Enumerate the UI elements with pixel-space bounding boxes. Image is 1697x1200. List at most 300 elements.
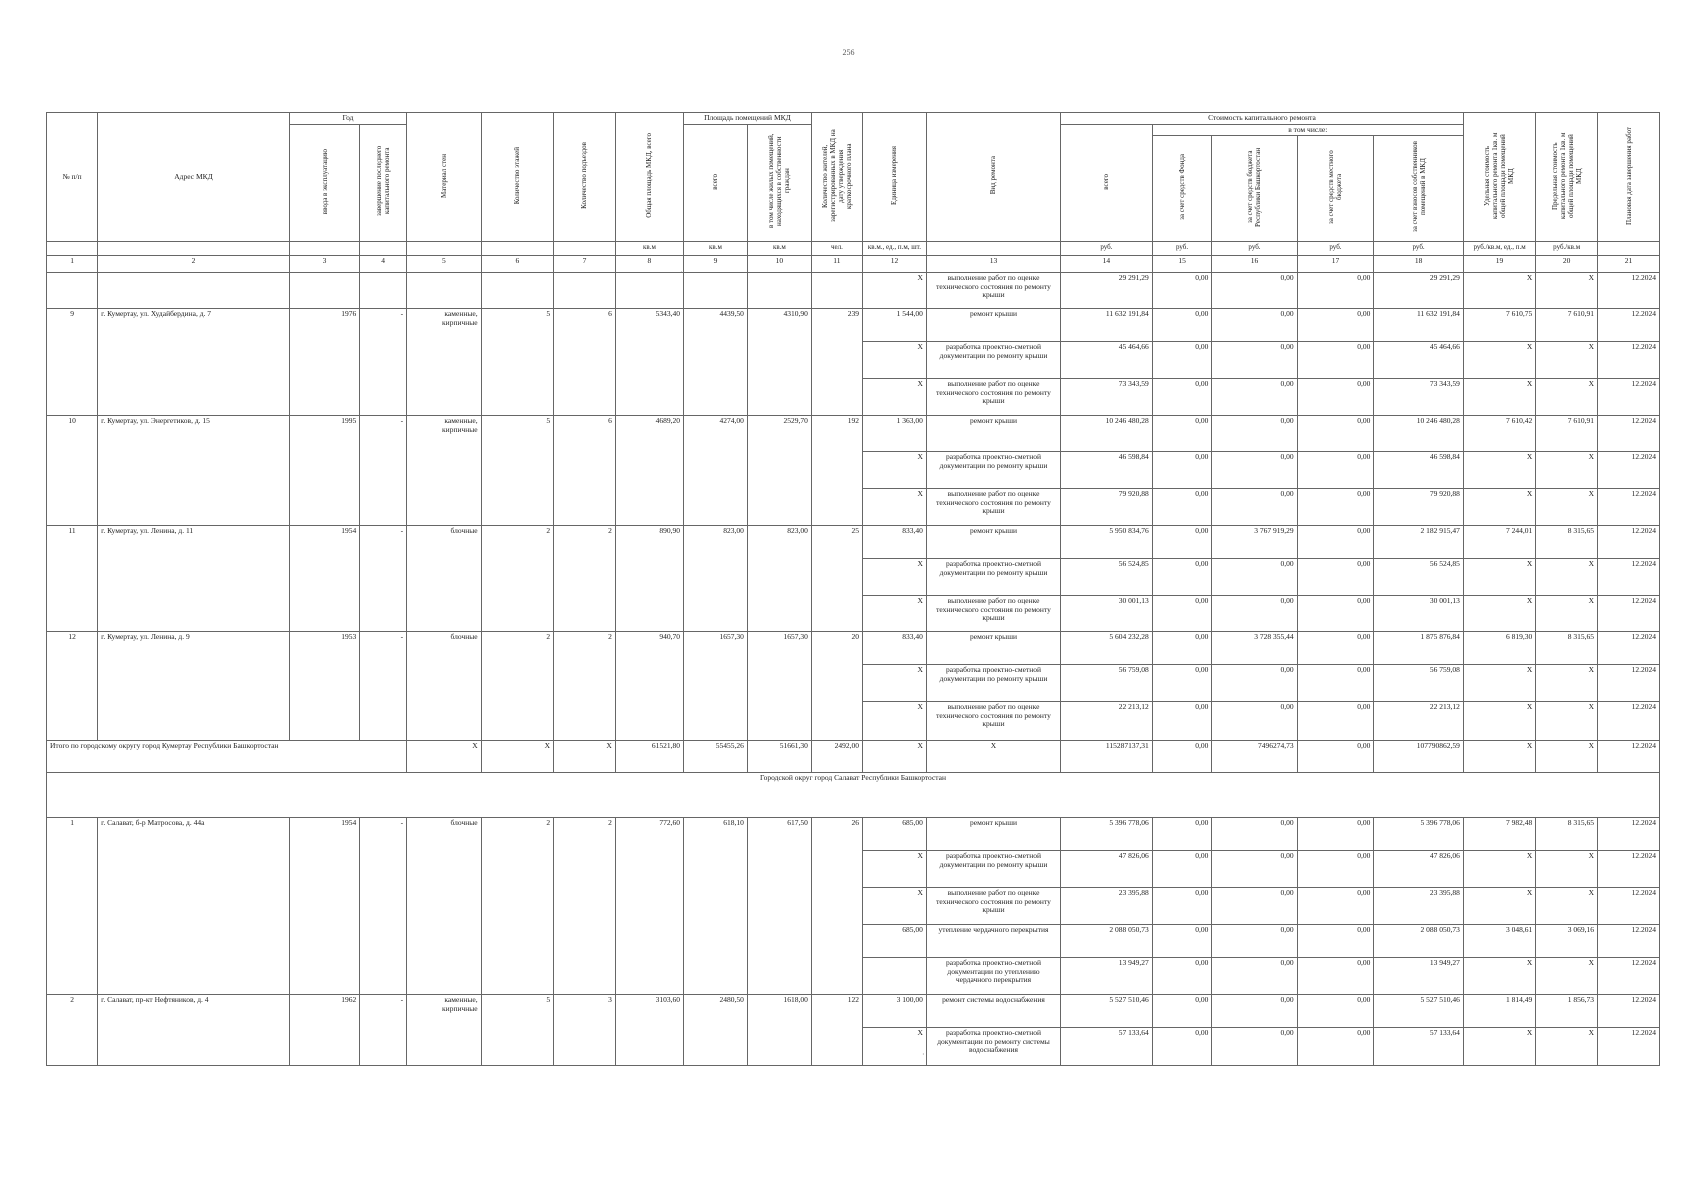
last-repair-cell: - xyxy=(360,415,407,525)
unit-cell: 1 544,00 xyxy=(862,308,926,341)
cost-total-cell: 22 213,12 xyxy=(1061,701,1153,740)
cost-owners-cell: 57 133,64 xyxy=(1374,1027,1464,1065)
limit-cost-cell: X xyxy=(1536,378,1598,415)
column-index-cell: 17 xyxy=(1297,255,1374,272)
house-number-cell: 10 xyxy=(47,415,98,525)
cost-rb-cell: 3 767 919,29 xyxy=(1212,525,1297,558)
specific-cost-cell: 6 819,30 xyxy=(1463,631,1535,664)
work-type-cell: выполнение работ по оценке технического состояния по ремонту крыши xyxy=(926,887,1060,924)
limit-cost-cell: 8 315,65 xyxy=(1536,631,1598,664)
planned-date-cell: 12.2024 xyxy=(1598,957,1660,994)
planned-date-cell: 12.2024 xyxy=(1598,451,1660,488)
cost-local-cell: 0,00 xyxy=(1297,924,1374,957)
cost-fund-cell: 0,00 xyxy=(1152,740,1212,772)
cost-fund-cell: 0,00 xyxy=(1152,887,1212,924)
year-built-cell: 1962 xyxy=(289,994,359,1065)
column-index-cell: 16 xyxy=(1212,255,1297,272)
column-index-cell: 14 xyxy=(1061,255,1153,272)
house-address-cell: г. Кумертау, ул. Худайбердина, д. 7 xyxy=(98,308,290,415)
floors-cell: 2 xyxy=(481,525,553,631)
cost-total-cell: 13 949,27 xyxy=(1061,957,1153,994)
cost-owners-cell: 22 213,12 xyxy=(1374,701,1464,740)
column-index-cell: 4 xyxy=(360,255,407,272)
header-fund: за счет средств Фонда xyxy=(1152,136,1212,242)
empty-cell xyxy=(407,272,482,308)
work-type-cell: ремонт крыши xyxy=(926,631,1060,664)
header-unit: Единица измерения xyxy=(862,113,926,242)
cost-rb-cell: 0,00 xyxy=(1212,924,1297,957)
cost-local-cell: 0,00 xyxy=(1297,415,1374,451)
cost-local-cell: 0,00 xyxy=(1297,850,1374,887)
floors-cell: 5 xyxy=(481,994,553,1065)
work-type-cell: ремонт системы водоснабжения xyxy=(926,994,1060,1027)
planned-date-cell: 12.2024 xyxy=(1598,308,1660,341)
cost-rb-cell: 0,00 xyxy=(1212,994,1297,1027)
header-area-residential: в том числе жилых помещений, находящихся в собственности граждан xyxy=(747,124,811,241)
header-num: № п/п xyxy=(47,113,98,242)
header-entrances: Количество подъездов xyxy=(554,113,616,242)
cost-owners-cell: 23 395,88 xyxy=(1374,887,1464,924)
cost-total-cell: 29 291,29 xyxy=(1061,272,1153,308)
cost-local-cell: 0,00 xyxy=(1297,994,1374,1027)
limit-cost-cell: 3 069,16 xyxy=(1536,924,1598,957)
cost-total-cell: 115287137,31 xyxy=(1061,740,1153,772)
header-year-group: Год xyxy=(289,113,406,125)
header-floors: Количество этажей xyxy=(481,113,553,242)
planned-date-cell: 12.2024 xyxy=(1598,664,1660,701)
cost-rb-cell: 3 728 355,44 xyxy=(1212,631,1297,664)
work-type-cell: ремонт крыши xyxy=(926,525,1060,558)
table-row xyxy=(47,415,1660,451)
area-total-cell: 2480,50 xyxy=(684,994,748,1065)
specific-cost-cell: X xyxy=(1463,595,1535,631)
specific-cost-cell: X xyxy=(1463,1027,1535,1065)
last-repair-cell: - xyxy=(360,631,407,740)
table-row xyxy=(47,994,1660,1027)
cost-rb-cell: 0,00 xyxy=(1212,558,1297,595)
cost-owners-cell: 10 246 480,28 xyxy=(1374,415,1464,451)
header-incl: в том числе: xyxy=(1152,124,1463,136)
work-type-cell: разработка проектно-сметной документации по ремонту крыши xyxy=(926,850,1060,887)
column-index-cell: 8 xyxy=(615,255,683,272)
area-total-cell: 1657,30 xyxy=(684,631,748,740)
header-area: Общая площадь МКД, всего xyxy=(615,113,683,242)
unit-cell: X xyxy=(862,1027,926,1065)
unit-cell: X xyxy=(862,341,926,378)
unit-cell: 685,00 xyxy=(862,924,926,957)
header-specific-cost: Удельная стоимость капитального ремонта 1кв. м общей площади помещений МКД xyxy=(1463,113,1535,242)
header-cost-total: всего xyxy=(1061,124,1153,241)
house-address-cell: г. Салават, пр-кт Нефтяников, д. 4 xyxy=(98,994,290,1065)
cost-local-cell: 0,00 xyxy=(1297,887,1374,924)
entrances-cell: 2 xyxy=(554,525,616,631)
year-built-cell: 1954 xyxy=(289,817,359,994)
year-built-cell: 1976 xyxy=(289,308,359,415)
empty-cell xyxy=(811,272,862,308)
cost-owners-cell: 79 920,88 xyxy=(1374,488,1464,525)
house-number-cell: 12 xyxy=(47,631,98,740)
unit-cell xyxy=(862,957,926,994)
house-number-cell: 9 xyxy=(47,308,98,415)
area-residential-cell: 1657,30 xyxy=(747,631,811,740)
unit-cell: X xyxy=(862,595,926,631)
specific-cost-cell: X xyxy=(1463,488,1535,525)
specific-cost-cell: X xyxy=(1463,341,1535,378)
planned-date-cell: 12.2024 xyxy=(1598,701,1660,740)
subtotal-x-cell: X xyxy=(407,740,482,772)
entrances-cell: 6 xyxy=(554,308,616,415)
cost-owners-cell: 56 759,08 xyxy=(1374,664,1464,701)
limit-cost-cell: X xyxy=(1536,341,1598,378)
column-index-cell: 6 xyxy=(481,255,553,272)
header-residents: Количество жителей, зарегистрированных в МКД на дату утверждения краткосрочного плана xyxy=(811,113,862,242)
cost-total-cell: 5 527 510,46 xyxy=(1061,994,1153,1027)
last-repair-cell: - xyxy=(360,994,407,1065)
column-index-cell: 3 xyxy=(289,255,359,272)
area-total-cell: 823,00 xyxy=(684,525,748,631)
entrances-cell: 2 xyxy=(554,817,616,994)
cost-owners-cell: 2 182 915,47 xyxy=(1374,525,1464,558)
specific-cost-cell: X xyxy=(1463,740,1535,772)
subtotal-area-cell: 61521,80 xyxy=(615,740,683,772)
specific-cost-cell: 7 610,42 xyxy=(1463,415,1535,451)
cost-owners-cell: 5 527 510,46 xyxy=(1374,994,1464,1027)
planned-date-cell: 12.2024 xyxy=(1598,558,1660,595)
cost-fund-cell: 0,00 xyxy=(1152,415,1212,451)
cost-fund-cell: 0,00 xyxy=(1152,595,1212,631)
planned-date-cell: 12.2024 xyxy=(1598,994,1660,1027)
empty-cell xyxy=(289,272,359,308)
planned-date-cell: 12.2024 xyxy=(1598,887,1660,924)
house-address-cell: г. Салават, б-р Матросова, д. 44а xyxy=(98,817,290,994)
cost-rb-cell: 7496274,73 xyxy=(1212,740,1297,772)
cost-rb-cell: 0,00 xyxy=(1212,308,1297,341)
area-total-cell: 4274,00 xyxy=(684,415,748,525)
cost-local-cell: 0,00 xyxy=(1297,631,1374,664)
column-index-cell: 15 xyxy=(1152,255,1212,272)
cost-total-cell: 57 133,64 xyxy=(1061,1027,1153,1065)
planned-date-cell: 12.2024 xyxy=(1598,415,1660,451)
house-number-cell: 1 xyxy=(47,817,98,994)
cost-total-cell: 56 524,85 xyxy=(1061,558,1153,595)
cost-rb-cell: 0,00 xyxy=(1212,272,1297,308)
cost-fund-cell: 0,00 xyxy=(1152,1027,1212,1065)
work-type-cell: ремонт крыши xyxy=(926,415,1060,451)
limit-cost-cell: X xyxy=(1536,1027,1598,1065)
floors-cell: 5 xyxy=(481,308,553,415)
limit-cost-cell: X xyxy=(1536,451,1598,488)
unit-cell: X xyxy=(862,887,926,924)
cost-owners-cell: 5 396 778,06 xyxy=(1374,817,1464,850)
specific-cost-cell: X xyxy=(1463,664,1535,701)
year-built-cell: 1953 xyxy=(289,631,359,740)
cost-total-cell: 2 088 050,73 xyxy=(1061,924,1153,957)
subtotal-area-total-cell: 55455,26 xyxy=(684,740,748,772)
entrances-cell: 6 xyxy=(554,415,616,525)
empty-cell xyxy=(615,272,683,308)
residents-cell: 122 xyxy=(811,994,862,1065)
table-body xyxy=(47,272,1660,1065)
residents-cell: 25 xyxy=(811,525,862,631)
header-planned-date: Плановая дата завершения работ xyxy=(1598,113,1660,242)
work-type-cell: разработка проектно-сметной документации по ремонту системы водоснабжения xyxy=(926,1027,1060,1065)
specific-cost-cell: X xyxy=(1463,850,1535,887)
header-wall: Материал стен xyxy=(407,113,482,242)
work-type-cell: разработка проектно-сметной документации по утеплению чердачного перекрытия xyxy=(926,957,1060,994)
specific-cost-cell: 7 244,01 xyxy=(1463,525,1535,558)
cost-total-cell: 46 598,84 xyxy=(1061,451,1153,488)
column-index-cell: 1 xyxy=(47,255,98,272)
cost-owners-cell: 29 291,29 xyxy=(1374,272,1464,308)
cost-owners-cell: 46 598,84 xyxy=(1374,451,1464,488)
cost-local-cell: 0,00 xyxy=(1297,488,1374,525)
area-residential-cell: 4310,90 xyxy=(747,308,811,415)
header-area-total: всего xyxy=(684,124,748,241)
empty-cell xyxy=(554,272,616,308)
limit-cost-cell: X xyxy=(1536,850,1598,887)
cost-total-cell: 73 343,59 xyxy=(1061,378,1153,415)
column-index-cell: 21 xyxy=(1598,255,1660,272)
work-type-cell: ремонт крыши xyxy=(926,308,1060,341)
cost-owners-cell: 47 826,06 xyxy=(1374,850,1464,887)
column-index-cell: 12 xyxy=(862,255,926,272)
table-row xyxy=(47,631,1660,664)
table-row xyxy=(47,308,1660,341)
subtotal-x-cell: X xyxy=(481,740,553,772)
cost-owners-cell: 45 464,66 xyxy=(1374,341,1464,378)
area-cell: 890,90 xyxy=(615,525,683,631)
column-index-cell: 11 xyxy=(811,255,862,272)
limit-cost-cell: X xyxy=(1536,558,1598,595)
work-type-cell: утепление чердачного перекрытия xyxy=(926,924,1060,957)
header-work-type: Вид ремонта xyxy=(926,113,1060,242)
year-built-cell: 1954 xyxy=(289,525,359,631)
cost-fund-cell: 0,00 xyxy=(1152,924,1212,957)
cost-owners-cell: 56 524,85 xyxy=(1374,558,1464,595)
cost-fund-cell: 0,00 xyxy=(1152,631,1212,664)
cost-fund-cell: 0,00 xyxy=(1152,558,1212,595)
section-row xyxy=(47,772,1660,817)
area-residential-cell: 2529,70 xyxy=(747,415,811,525)
stray-mark: · xyxy=(680,268,683,277)
cost-local-cell: 0,00 xyxy=(1297,701,1374,740)
wall-material-cell: блочные xyxy=(407,817,482,994)
unit-cell: 833,40 xyxy=(862,525,926,558)
cost-fund-cell: 0,00 xyxy=(1152,957,1212,994)
limit-cost-cell: X xyxy=(1536,957,1598,994)
cost-owners-cell: 73 343,59 xyxy=(1374,378,1464,415)
cost-rb-cell: 0,00 xyxy=(1212,488,1297,525)
planned-date-cell: 12.2024 xyxy=(1598,817,1660,850)
unit-cell: X xyxy=(862,451,926,488)
house-address-cell: г. Кумертау, ул. Энергетиков, д. 15 xyxy=(98,415,290,525)
residents-cell: 192 xyxy=(811,415,862,525)
unit-cell: X xyxy=(862,664,926,701)
cost-fund-cell: 0,00 xyxy=(1152,488,1212,525)
planned-date-cell: 12.2024 xyxy=(1598,488,1660,525)
floors-cell: 5 xyxy=(481,415,553,525)
cost-total-cell: 10 246 480,28 xyxy=(1061,415,1153,451)
page-number: 256 xyxy=(842,48,855,57)
table-header xyxy=(47,113,1660,273)
cost-owners-cell: 30 001,13 xyxy=(1374,595,1464,631)
limit-cost-cell: X xyxy=(1536,887,1598,924)
specific-cost-cell: X xyxy=(1463,272,1535,308)
residents-cell: 20 xyxy=(811,631,862,740)
column-index-cell: 7 xyxy=(554,255,616,272)
work-type-cell: разработка проектно-сметной документации по ремонту крыши xyxy=(926,664,1060,701)
unit-cell: X xyxy=(862,378,926,415)
wall-material-cell: каменные, кирпичные xyxy=(407,415,482,525)
empty-cell xyxy=(481,272,553,308)
work-type-cell: выполнение работ по оценке технического состояния по ремонту крыши xyxy=(926,272,1060,308)
cost-fund-cell: 0,00 xyxy=(1152,272,1212,308)
column-index-cell: 20 xyxy=(1536,255,1598,272)
cost-local-cell: 0,00 xyxy=(1297,341,1374,378)
unit-cell: X xyxy=(862,740,926,772)
cost-local-cell: 0,00 xyxy=(1297,957,1374,994)
limit-cost-cell: 8 315,65 xyxy=(1536,525,1598,558)
column-index-cell: 13 xyxy=(926,255,1060,272)
cost-owners-cell: 11 632 191,84 xyxy=(1374,308,1464,341)
cost-owners-cell: 2 088 050,73 xyxy=(1374,924,1464,957)
planned-date-cell: 12.2024 xyxy=(1598,1027,1660,1065)
planned-date-cell: 12.2024 xyxy=(1598,595,1660,631)
units-row: кв.м кв.м кв.м чел. кв.м., ед., п.м, шт. руб. руб. руб. руб. руб. руб./кв.м, ед., п.м руб./кв.м xyxy=(47,241,1660,255)
empty-cell xyxy=(98,272,290,308)
cost-local-cell: 0,00 xyxy=(1297,378,1374,415)
table-row xyxy=(47,272,1660,308)
specific-cost-cell: X xyxy=(1463,701,1535,740)
planned-date-cell: 12.2024 xyxy=(1598,740,1660,772)
residents-cell: 26 xyxy=(811,817,862,994)
work-type-cell: выполнение работ по оценке технического состояния по ремонту крыши xyxy=(926,701,1060,740)
header-limit-cost: Предельная стоимость капитального ремонта 1кв. м общей площади помещений МКД xyxy=(1536,113,1598,242)
column-index-cell: 10 xyxy=(747,255,811,272)
cost-rb-cell: 0,00 xyxy=(1212,341,1297,378)
last-repair-cell: - xyxy=(360,308,407,415)
floors-cell: 2 xyxy=(481,631,553,740)
unit-cell: X xyxy=(862,850,926,887)
unit-cell: 1 363,00 xyxy=(862,415,926,451)
cost-rb-cell: 0,00 xyxy=(1212,451,1297,488)
cost-owners-cell: 13 949,27 xyxy=(1374,957,1464,994)
cost-fund-cell: 0,00 xyxy=(1152,850,1212,887)
cost-rb-cell: 0,00 xyxy=(1212,850,1297,887)
house-number-cell: 11 xyxy=(47,525,98,631)
specific-cost-cell: X xyxy=(1463,451,1535,488)
last-repair-cell: - xyxy=(360,525,407,631)
limit-cost-cell: X xyxy=(1536,740,1598,772)
planned-date-cell: 12.2024 xyxy=(1598,378,1660,415)
house-number-cell: 2 xyxy=(47,994,98,1065)
subtotal-label-cell: Итого по городскому округу город Кумертау Республики Башкортостан xyxy=(47,740,407,772)
header-area-group: Площадь помещений МКД xyxy=(684,113,812,125)
cost-fund-cell: 0,00 xyxy=(1152,664,1212,701)
repair-plan-table xyxy=(46,112,1660,1066)
cost-total-cell: 45 464,66 xyxy=(1061,341,1153,378)
work-type-cell: разработка проектно-сметной документации по ремонту крыши xyxy=(926,558,1060,595)
cost-rb-cell: 0,00 xyxy=(1212,664,1297,701)
cost-total-cell: 47 826,06 xyxy=(1061,850,1153,887)
cost-rb-cell: 0,00 xyxy=(1212,378,1297,415)
cost-fund-cell: 0,00 xyxy=(1152,994,1212,1027)
section-title-cell: Городской округ город Салават Республики Башкортостан xyxy=(47,772,1660,817)
house-address-cell: г. Кумертау, ул. Ленина, д. 11 xyxy=(98,525,290,631)
specific-cost-cell: 3 048,61 xyxy=(1463,924,1535,957)
unit-cell: X xyxy=(862,558,926,595)
subtotal-row xyxy=(47,740,1660,772)
limit-cost-cell: 7 610,91 xyxy=(1536,415,1598,451)
work-type-cell: выполнение работ по оценке технического состояния по ремонту крыши xyxy=(926,488,1060,525)
limit-cost-cell: X xyxy=(1536,595,1598,631)
planned-date-cell: 12.2024 xyxy=(1598,850,1660,887)
cost-total-cell: 79 920,88 xyxy=(1061,488,1153,525)
cost-owners-cell: 107790862,59 xyxy=(1374,740,1464,772)
entrances-cell: 2 xyxy=(554,631,616,740)
header-local-budget: за счет средств местного бюджета xyxy=(1297,136,1374,242)
header-cost-group: Стоимость капитального ремонта xyxy=(1061,113,1464,125)
unit-cell: 3 100,00 xyxy=(862,994,926,1027)
cost-rb-cell: 0,00 xyxy=(1212,817,1297,850)
work-type-cell: выполнение работ по оценке технического состояния по ремонту крыши xyxy=(926,378,1060,415)
limit-cost-cell: X xyxy=(1536,701,1598,740)
limit-cost-cell: 8 315,65 xyxy=(1536,817,1598,850)
planned-date-cell: 12.2024 xyxy=(1598,525,1660,558)
column-index-cell: 5 xyxy=(407,255,482,272)
cost-fund-cell: 0,00 xyxy=(1152,378,1212,415)
empty-cell xyxy=(360,272,407,308)
work-type-cell: ремонт крыши xyxy=(926,817,1060,850)
limit-cost-cell: X xyxy=(1536,272,1598,308)
cost-rb-cell: 0,00 xyxy=(1212,1027,1297,1065)
cost-fund-cell: 0,00 xyxy=(1152,817,1212,850)
cost-total-cell: 11 632 191,84 xyxy=(1061,308,1153,341)
unit-cell: X xyxy=(862,272,926,308)
limit-cost-cell: 7 610,91 xyxy=(1536,308,1598,341)
cost-fund-cell: 0,00 xyxy=(1152,451,1212,488)
wall-material-cell: блочные xyxy=(407,631,482,740)
residents-cell: 239 xyxy=(811,308,862,415)
planned-date-cell: 12.2024 xyxy=(1598,631,1660,664)
specific-cost-cell: X xyxy=(1463,957,1535,994)
unit-cell: X xyxy=(862,488,926,525)
cost-rb-cell: 0,00 xyxy=(1212,595,1297,631)
cost-fund-cell: 0,00 xyxy=(1152,525,1212,558)
cost-rb-cell: 0,00 xyxy=(1212,415,1297,451)
cost-total-cell: 30 001,13 xyxy=(1061,595,1153,631)
cost-total-cell: 5 604 232,28 xyxy=(1061,631,1153,664)
cost-local-cell: 0,00 xyxy=(1297,525,1374,558)
wall-material-cell: каменные, кирпичные xyxy=(407,994,482,1065)
subtotal-area-res-cell: 51661,30 xyxy=(747,740,811,772)
header-owners: за счет взносов собственников помещений в МКД xyxy=(1374,136,1464,242)
cost-total-cell: 5 950 834,76 xyxy=(1061,525,1153,558)
specific-cost-cell: 7 982,48 xyxy=(1463,817,1535,850)
column-index-cell: 18 xyxy=(1374,255,1464,272)
column-index-cell: 2 xyxy=(98,255,290,272)
house-address-cell: г. Кумертау, ул. Ленина, д. 9 xyxy=(98,631,290,740)
limit-cost-cell: X xyxy=(1536,488,1598,525)
column-index-row xyxy=(47,255,1660,272)
wall-material-cell: блочные xyxy=(407,525,482,631)
work-type-cell: выполнение работ по оценке технического состояния по ремонту крыши xyxy=(926,595,1060,631)
cost-fund-cell: 0,00 xyxy=(1152,308,1212,341)
cost-local-cell: 0,00 xyxy=(1297,558,1374,595)
area-cell: 3103,60 xyxy=(615,994,683,1065)
cost-total-cell: 5 396 778,06 xyxy=(1061,817,1153,850)
area-cell: 772,60 xyxy=(615,817,683,994)
